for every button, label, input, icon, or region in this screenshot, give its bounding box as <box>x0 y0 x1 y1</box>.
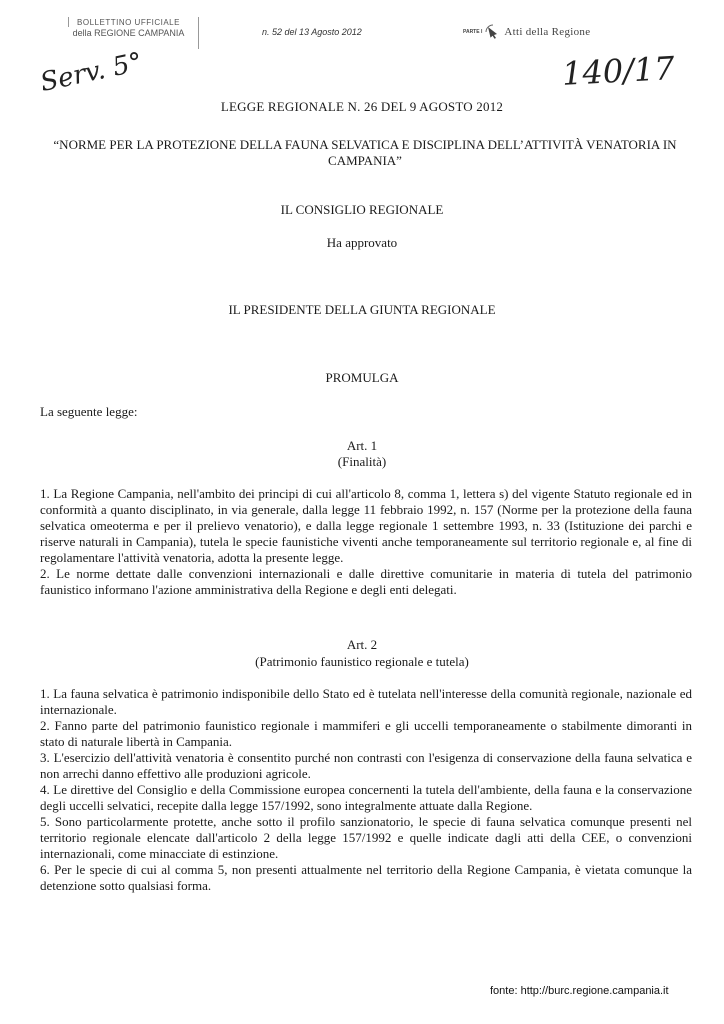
article-2-subtitle: (Patrimonio faunistico regionale e tutela) <box>255 654 469 669</box>
parte-label: PARTE I <box>463 29 483 35</box>
article-2-body <box>40 686 692 894</box>
arrow-logo-icon <box>485 24 501 40</box>
council-heading: IL CONSIGLIO REGIONALE <box>280 202 444 217</box>
president-heading: IL PRESIDENTE DELLA GIUNTA REGIONALE <box>228 302 496 317</box>
bulletin-region: della REGIONE CAMPANIA <box>72 28 185 38</box>
law-title: LEGGE REGIONALE N. 26 DEL 9 AGOSTO 2012 <box>220 99 504 114</box>
article-1-subtitle: (Finalità) <box>337 454 387 469</box>
article-2-paragraph-5: 5. Sono particolarmente protette, anche sotto il profilo sanzionatorio, le specie di fauna selvatica comunque presenti nel territorio regionale elencate dall'articolo 2 della legge 157/1992 e quelle indicate dagli atti della CEE, o convenzioni internazionali, come minacciate di estinzione. <box>40 814 692 861</box>
section-title: Atti della Regione <box>504 26 591 38</box>
article-1-paragraph-1: 1. La Regione Campania, nell'ambito dei principi di cui all'articolo 8, comma 1, lettera s) del vigente Statuto regionale ed in conformità a quanto disciplinato, in via generale, dalla legge 11 febbraio 1992, n. 157 (Norme per la protezione della fauna selvatica omeoterma e per il prelievo venatorio), e dalla legge regionale 1 settembre 1993, n. 33 (Istituzione dei parchi e riserve naturali in Campania), tutela le specie faunistiche viventi anche temporaneamente sul territorio regionale e, al fine di regolamentare l'attività venatoria, adotta la presente legge. <box>40 486 692 565</box>
article-1-heading: Art. 1 <box>346 438 378 453</box>
promulgation-heading: PROMULGA <box>325 370 399 385</box>
issue-number: n. 52 del 13 Agosto 2012 <box>262 27 362 37</box>
bulletin-masthead <box>60 17 197 39</box>
section-label <box>463 24 590 40</box>
article-2-paragraph-2: 2. Fanno parte del patrimonio faunistico regionale i mammiferi e gli uccelli temporaneamente o stabilmente dimoranti in stato di naturale libertà in Campania. <box>40 718 692 749</box>
article-1-body <box>40 486 692 598</box>
article-2-paragraph-1: 1. La fauna selvatica è patrimonio indisponibile dello Stato ed è tutelata nell'interesse della comunità regionale, nazionale ed internazionale. <box>40 686 692 717</box>
article-2-paragraph-6: 6. Per le specie di cui al comma 5, non presenti attualmente nel territorio della Regione Campania, è vietata comunque la detenzione sotto qualsiasi forma. <box>40 862 692 893</box>
article-2-paragraph-4: 4. Le direttive del Consiglio e della Commissione europea concernenti la tutela dell'ambiente, della fauna e la conservazione degli uccelli selvatici, recepite dalla legge 157/1992, sono integralmente attuate dalla Regione. <box>40 782 692 813</box>
approved-text: Ha approvato <box>326 235 398 250</box>
article-2-heading: Art. 2 <box>346 637 378 652</box>
handwritten-note-left: Serv. 5° <box>37 47 146 98</box>
handwritten-note-right: 140/17 <box>561 49 676 93</box>
article-2-paragraph-3: 3. L'esercizio dell'attività venatoria è consentito purché non contrasti con l'esigenza di conservazione della fauna selvatica e non arrechi danno effettivo alle produzioni agricole. <box>40 750 692 781</box>
law-subtitle: “NORME PER LA PROTEZIONE DELLA FAUNA SELVATICA E DISCIPLINA DELL’ATTIVITÀ VENATORIA IN CAMPANIA” <box>53 137 677 168</box>
source-footer: fonte: http://burc.regione.campania.it <box>490 985 669 997</box>
bulletin-title: BOLLETTINO UFFICIALE <box>77 18 180 27</box>
lead-text: La seguente legge: <box>40 404 138 419</box>
article-1-paragraph-2: 2. Le norme dettate dalle convenzioni internazionali e dalle direttive comunitarie in materia di tutela del patrimonio faunistico informano l'azione amministrativa della Regione e degli enti delegati. <box>40 566 692 597</box>
